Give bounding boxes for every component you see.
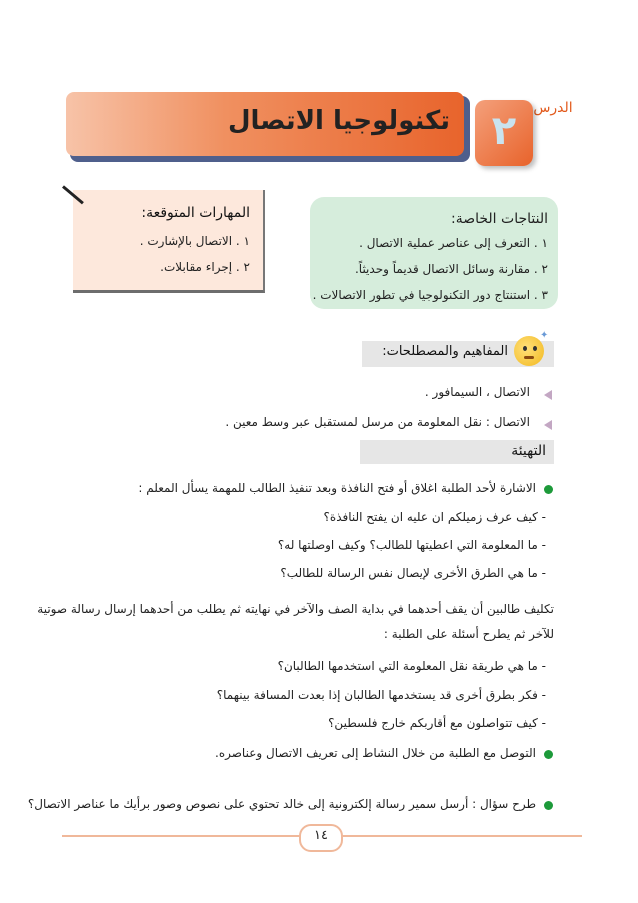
bullet-triangle-icon (544, 420, 552, 430)
skills-item: ٢ . إجراء مقابلات. (160, 260, 250, 274)
concept-line: الاتصال ، السيمافور . (424, 385, 530, 399)
skills-item: ١ . الاتصال بالإشارت . (139, 234, 250, 248)
bullet-dot-icon (544, 485, 553, 494)
question-line: - ما المعلومة التي اعطيتها للطالب؟ وكيف اوصلتها له؟ (277, 538, 546, 552)
paragraph-line: للآخر ثم يطرح أسئلة على الطلبة : (383, 627, 554, 641)
outcomes-title: النتاجات الخاصة: (451, 211, 548, 227)
bullet-triangle-icon (544, 390, 552, 400)
mouth-icon (524, 356, 534, 359)
intro-bullet: التوصل مع الطلبة من خلال النشاط إلى تعريف الاتصال وعناصره. (215, 746, 536, 760)
question-line: - كيف عرف زميلكم ان عليه ان يفتح النافذة؟ (323, 510, 546, 524)
outcomes-item: ٢ . مقارنة وسائل الاتصال قديماً وحديثاً. (354, 262, 548, 276)
intro-title: التهيئة (511, 443, 546, 459)
question-line: - ما هي الطرق الأخرى لإيصال نفس الرسالة للطالب؟ (280, 566, 546, 580)
lesson-number: ٢ (491, 108, 517, 154)
outcomes-item: ١ . التعرف إلى عناصر عملية الاتصال . (359, 236, 548, 250)
page-number: ١٤ (314, 828, 328, 843)
lesson-label: الدرس (533, 100, 573, 116)
concept-line: الاتصال : نقل المعلومة من مرسل لمستقبل عبر وسط معين . (225, 415, 530, 429)
bullet-dot-icon (544, 750, 553, 759)
lesson-title: تكنولوجيا الاتصال (227, 106, 450, 136)
thought-bubble-icon: ✦ (540, 330, 549, 341)
skills-title: المهارات المتوقعة: (141, 205, 250, 221)
eye-icon (533, 346, 537, 351)
eye-icon (523, 346, 527, 351)
question-line: - ما هي طريقة نقل المعلومة التي استخدمها الطالبان؟ (277, 659, 546, 673)
intro-bullet: طرح سؤال : أرسل سمير رسالة إلكترونية إلى خالد تحتوي على نصوص وصور برأيك ما عناصر الاتصال؟ (27, 797, 536, 811)
bullet-dot-icon (544, 801, 553, 810)
concepts-title: المفاهيم والمصطلحات: (382, 344, 508, 359)
intro-bullet: الاشارة لأحد الطلبة اغلاق أو فتح النافذة وبعد تنفيذ الطالب للمهمة يسأل المعلم : (138, 481, 536, 495)
question-line: - كيف تتواصلون مع أقاربكم خارج فلسطين؟ (328, 716, 546, 730)
paragraph-line: تكليف طالبين أن يقف أحدهما في بداية الصف والآخر في نهايته ثم يطلب من أحدهما إرسال رسالة صوتية (37, 602, 554, 616)
question-line: - فكر بطرق أخرى قد يستخدمها الطالبان إذا بعدت المسافة بينهما؟ (216, 688, 546, 702)
outcomes-item: ٣ . استنتاج دور التكنولوجيا في تطور الاتصالات . (312, 288, 548, 302)
